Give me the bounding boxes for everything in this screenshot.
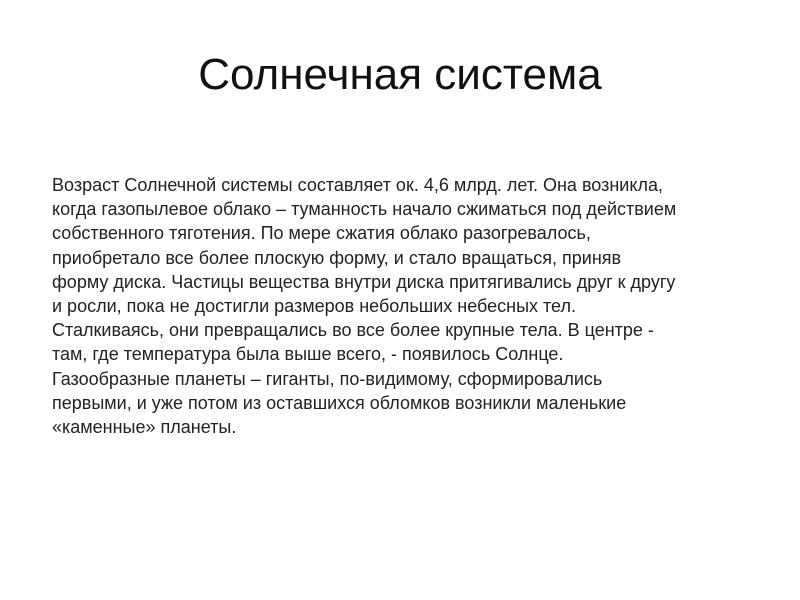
body-line: приобретало все более плоскую форму, и стало вращаться, приняв	[52, 247, 622, 268]
body-line: первыми, и уже потом из оставшихся обломков возникли маленькие	[52, 392, 627, 413]
body-line: «каменные» планеты.	[52, 417, 237, 438]
body-line: Возраст Солнечной системы составляет ок. 4,6 млрд. лет. Она возникла,	[52, 175, 663, 195]
body-line: Сталкиваясь, они превращались во все более крупные тела. В центре -	[52, 320, 654, 341]
body-line: и росли, пока не достигли размеров небольших небесных тел.	[52, 296, 576, 317]
body-line: когда газопылевое облако – туманность начало сжиматься под действием	[52, 199, 677, 220]
body-line: там, где температура была выше всего, - появилось Солнце.	[52, 344, 564, 365]
body-line: собственного тяготения. По мере сжатия облако разогревалось,	[52, 223, 591, 244]
slide-title: Солнечная система	[198, 50, 602, 99]
body-line: Газообразные планеты – гиганты, по-видимому, сформировались	[52, 368, 603, 389]
body-line: форму диска. Частицы вещества внутри диска притягивались друг к другу	[52, 271, 676, 292]
slide-body	[52, 173, 752, 439]
